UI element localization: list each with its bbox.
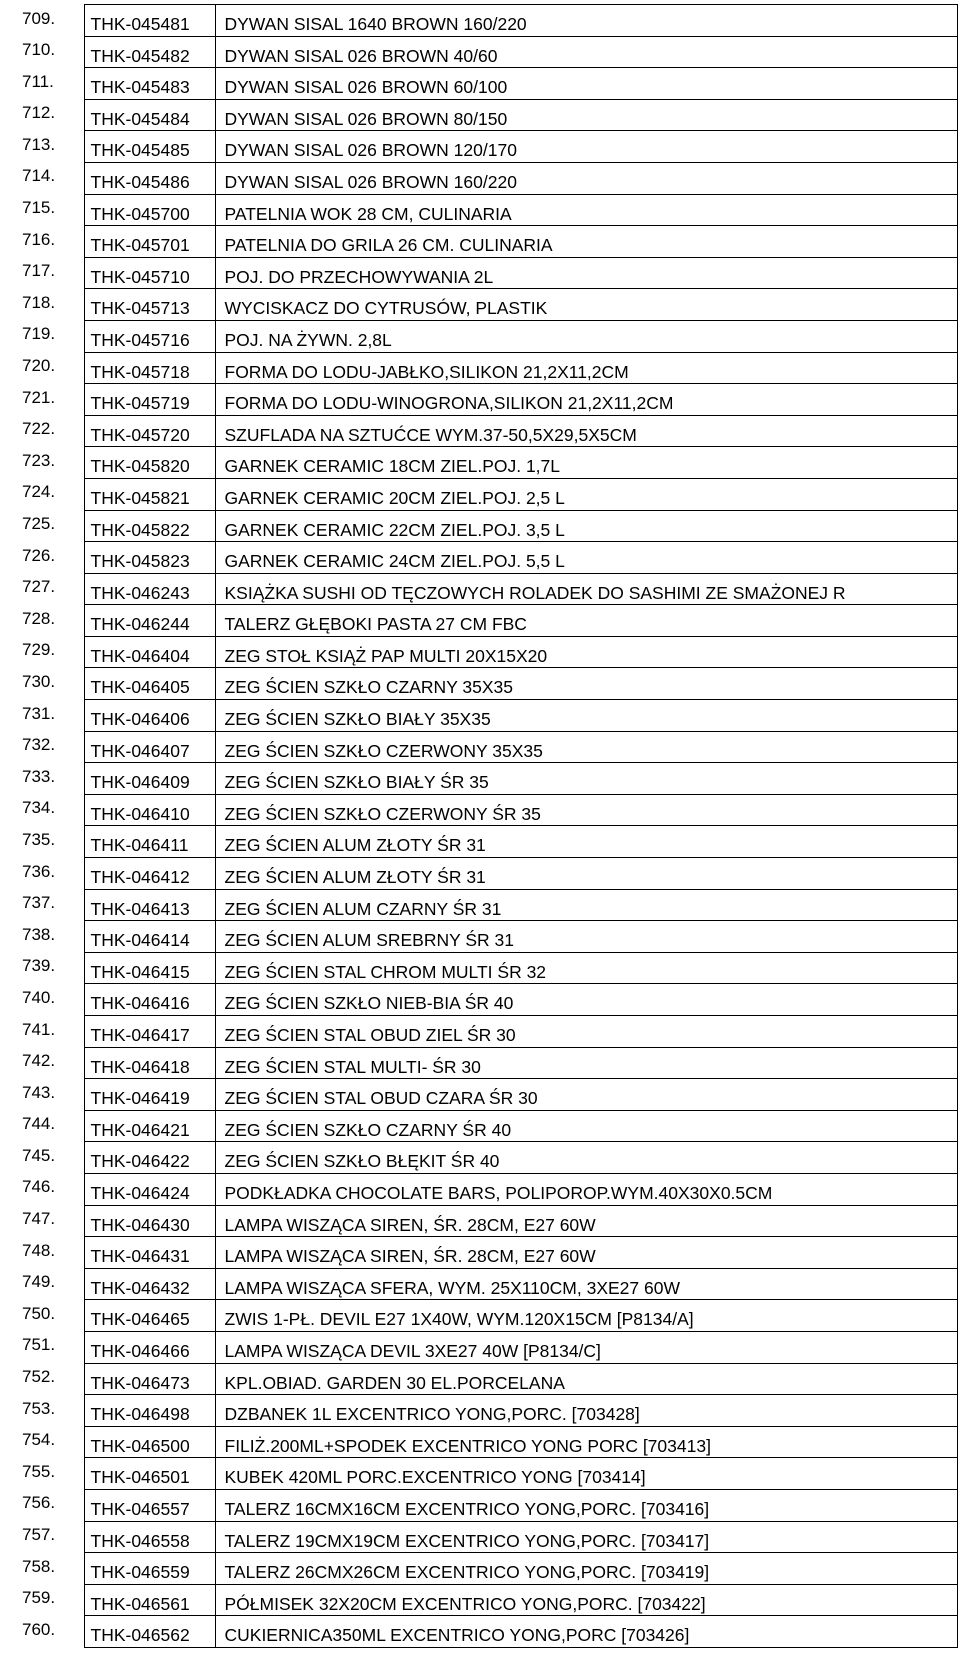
product-name: ZEG ŚCIEN SZKŁO CZERWONY ŚR 35 [215,794,957,826]
product-name: DYWAN SISAL 026 BROWN 160/220 [215,162,957,194]
row-number: 760. [22,1619,56,1639]
product-table-body [22,5,957,1648]
table-row [22,1237,957,1269]
product-name: DYWAN SISAL 026 BROWN 80/150 [215,99,957,131]
product-code: THK-046422 [84,1142,215,1174]
product-code: THK-046418 [84,1047,215,1079]
table-row [22,1047,957,1079]
row-number: 749. [22,1272,56,1292]
table-row [22,194,957,226]
product-code: THK-045485 [84,131,215,163]
product-code: THK-045718 [84,352,215,384]
product-name: KPL.OBIAD. GARDEN 30 EL.PORCELANA [215,1363,957,1395]
product-name: TALERZ 16CMX16CM EXCENTRICO YONG,PORC. [703416] [215,1489,957,1521]
table-row [22,5,957,37]
product-code: THK-045821 [84,478,215,510]
product-code: THK-045483 [84,68,215,100]
row-number: 710. [22,40,56,60]
product-name: PODKŁADKA CHOCOLATE BARS, POLIPOROP.WYM.40X30X0.5CM [215,1173,957,1205]
product-name: DYWAN SISAL 026 BROWN 120/170 [215,131,957,163]
product-code: THK-046411 [84,826,215,858]
row-number: 731. [22,703,56,723]
product-code: THK-046404 [84,636,215,668]
table-row [22,1300,957,1332]
table-row [22,763,957,795]
product-code: THK-045486 [84,162,215,194]
table-row [22,1331,957,1363]
product-name: ZEG ŚCIEN SZKŁO CZARNY 35X35 [215,668,957,700]
product-name: POJ. DO PRZECHOWYWANIA 2L [215,257,957,289]
product-name: DYWAN SISAL 026 BROWN 60/100 [215,68,957,100]
table-row [22,415,957,447]
row-number: 712. [22,103,56,123]
product-name: ZEG ŚCIEN STAL CHROM MULTI ŚR 32 [215,952,957,984]
product-name: DZBANEK 1L EXCENTRICO YONG,PORC. [703428] [215,1395,957,1427]
product-code: THK-046562 [84,1616,215,1648]
product-name: LAMPA WISZĄCA SIREN, ŚR. 28CM, E27 60W [215,1205,957,1237]
product-name: ZEG ŚCIEN SZKŁO CZARNY ŚR 40 [215,1110,957,1142]
product-name: ZEG ŚCIEN ALUM CZARNY ŚR 31 [215,889,957,921]
product-code: THK-046473 [84,1363,215,1395]
product-name: PATELNIA DO GRILA 26 CM. CULINARIA [215,226,957,258]
row-number: 718. [22,292,56,312]
table-row [22,636,957,668]
product-name: GARNEK CERAMIC 22CM ZIEL.POJ. 3,5 L [215,510,957,542]
row-number: 730. [22,671,56,691]
row-number: 713. [22,134,56,154]
row-number: 738. [22,924,56,944]
product-name: FILIŻ.200ML+SPODEK EXCENTRICO YONG PORC [703413] [215,1426,957,1458]
product-code: THK-046501 [84,1458,215,1490]
product-name: LAMPA WISZĄCA SFERA, WYM. 25X110CM, 3XE27 60W [215,1268,957,1300]
product-code: THK-046412 [84,858,215,890]
table-row [22,1016,957,1048]
product-name: KUBEK 420ML PORC.EXCENTRICO YONG [703414] [215,1458,957,1490]
table-row [22,984,957,1016]
row-number: 729. [22,640,56,660]
product-name: DYWAN SISAL 026 BROWN 40/60 [215,36,957,68]
row-number: 758. [22,1556,56,1576]
table-row [22,573,957,605]
row-number: 743. [22,1082,56,1102]
product-code: THK-046415 [84,952,215,984]
row-number: 724. [22,482,56,502]
row-number: 755. [22,1461,56,1481]
row-number: 727. [22,577,56,597]
row-number: 716. [22,229,56,249]
row-number: 721. [22,387,56,407]
product-code: THK-046421 [84,1110,215,1142]
product-code: THK-046424 [84,1173,215,1205]
product-code: THK-045822 [84,510,215,542]
product-name: KSIĄŻKA SUSHI OD TĘCZOWYCH ROLADEK DO SASHIMI ZE SMAŻONEJ R [215,573,957,605]
row-number: 751. [22,1335,56,1355]
table-row [22,478,957,510]
product-name: LAMPA WISZĄCA DEVIL 3XE27 40W [P8134/C] [215,1331,957,1363]
row-number: 732. [22,735,56,755]
row-number: 741. [22,1019,56,1039]
product-code: THK-046419 [84,1079,215,1111]
table-row [22,320,957,352]
table-row [22,1110,957,1142]
row-number: 739. [22,956,56,976]
product-code: THK-046558 [84,1521,215,1553]
product-code: THK-045713 [84,289,215,321]
row-number: 756. [22,1493,56,1513]
product-name: SZUFLADA NA SZTUĆCE WYM.37-50,5X29,5X5CM [215,415,957,447]
row-number: 725. [22,514,56,533]
table-row [22,1458,957,1490]
product-code: THK-046405 [84,668,215,700]
table-row [22,1363,957,1395]
table-row [22,952,957,984]
product-code: THK-046243 [84,573,215,605]
product-name: TALERZ GŁĘBOKI PASTA 27 CM FBC [215,605,957,637]
table-row [22,542,957,574]
table-row [22,99,957,131]
table-row [22,889,957,921]
product-code: THK-045710 [84,257,215,289]
table-row [22,1173,957,1205]
table-row [22,1079,957,1111]
product-code: THK-045820 [84,447,215,479]
product-name: ZEG ŚCIEN SZKŁO CZERWONY 35X35 [215,731,957,763]
product-name: GARNEK CERAMIC 20CM ZIEL.POJ. 2,5 L [215,478,957,510]
product-name: ZEG ŚCIEN ALUM ZŁOTY ŚR 31 [215,826,957,858]
product-code: THK-045482 [84,36,215,68]
product-name: TALERZ 19CMX19CM EXCENTRICO YONG,PORC. [703417] [215,1521,957,1553]
table-row [22,1142,957,1174]
product-code: THK-046430 [84,1205,215,1237]
product-name: ZEG STOŁ KSIĄŻ PAP MULTI 20X15X20 [215,636,957,668]
product-code: THK-046414 [84,921,215,953]
row-number: 750. [22,1303,56,1323]
row-number: 726. [22,545,56,565]
table-row [22,289,957,321]
product-name: DYWAN SISAL 1640 BROWN 160/220 [215,5,957,37]
table-row [22,794,957,826]
product-code: THK-046406 [84,700,215,732]
product-table [22,4,957,1648]
row-number: 735. [22,829,56,849]
product-name: ZEG ŚCIEN SZKŁO BŁĘKIT ŚR 40 [215,1142,957,1174]
product-code: THK-045823 [84,542,215,574]
product-code: THK-045719 [84,384,215,416]
row-number: 753. [22,1398,56,1418]
product-code: THK-046561 [84,1584,215,1616]
row-number: 752. [22,1367,56,1387]
product-code: THK-045484 [84,99,215,131]
table-row [22,858,957,890]
table-row [22,36,957,68]
table-row [22,226,957,258]
table-row [22,1205,957,1237]
product-code: THK-046431 [84,1237,215,1269]
table-row [22,1616,957,1648]
product-code: THK-046417 [84,1016,215,1048]
table-row [22,1426,957,1458]
product-name: ZEG ŚCIEN ALUM ZŁOTY ŚR 31 [215,858,957,890]
row-number: 740. [22,987,56,1007]
product-code: THK-046500 [84,1426,215,1458]
product-name: ZEG ŚCIEN SZKŁO BIAŁY ŚR 35 [215,763,957,795]
row-number: 723. [22,450,56,470]
row-number: 759. [22,1588,56,1608]
product-code: THK-045481 [84,5,215,37]
table-row [22,352,957,384]
row-number: 734. [22,798,56,818]
row-number: 736. [22,861,56,881]
product-code: THK-046410 [84,794,215,826]
product-name: POJ. NA ŻYWN. 2,8L [215,320,957,352]
product-code: THK-046465 [84,1300,215,1332]
product-code: THK-046416 [84,984,215,1016]
table-row [22,1268,957,1300]
product-name: PATELNIA WOK 28 CM, CULINARIA [215,194,957,226]
product-name: ZEG ŚCIEN ALUM SREBRNY ŚR 31 [215,921,957,953]
table-row [22,1489,957,1521]
product-name: ZEG ŚCIEN STAL OBUD ZIEL ŚR 30 [215,1016,957,1048]
table-row [22,921,957,953]
product-name: FORMA DO LODU-WINOGRONA,SILIKON 21,2X11,2CM [215,384,957,416]
table-row [22,447,957,479]
product-name: LAMPA WISZĄCA SIREN, ŚR. 28CM, E27 60W [215,1237,957,1269]
product-code: THK-046409 [84,763,215,795]
product-code: THK-046466 [84,1331,215,1363]
product-name: TALERZ 26CMX26CM EXCENTRICO YONG,PORC. [703419] [215,1553,957,1585]
table-row [22,1553,957,1585]
row-number: 720. [22,356,56,376]
row-number: 717. [22,261,56,281]
row-number: 748. [22,1240,56,1260]
product-list-table [22,4,958,1648]
table-row [22,826,957,858]
product-name: ZEG ŚCIEN SZKŁO NIEB-BIA ŚR 40 [215,984,957,1016]
product-code: THK-046413 [84,889,215,921]
table-row [22,510,957,542]
product-code: THK-045716 [84,320,215,352]
product-name: ZEG ŚCIEN STAL MULTI- ŚR 30 [215,1047,957,1079]
product-name: PÓŁMISEK 32X20CM EXCENTRICO YONG,PORC. [703422] [215,1584,957,1616]
row-number: 715. [22,198,56,218]
row-number: 754. [22,1430,56,1450]
table-row [22,162,957,194]
table-row [22,1521,957,1553]
product-name: CUKIERNICA350ML EXCENTRICO YONG,PORC [703426] [215,1616,957,1648]
product-code: THK-046557 [84,1489,215,1521]
product-name: GARNEK CERAMIC 18CM ZIEL.POJ. 1,7L [215,447,957,479]
product-name: WYCISKACZ DO CYTRUSÓW, PLASTIK [215,289,957,321]
table-row [22,700,957,732]
table-row [22,257,957,289]
product-code: THK-046498 [84,1395,215,1427]
row-number: 746. [22,1177,56,1197]
product-name: ZEG ŚCIEN SZKŁO BIAŁY 35X35 [215,700,957,732]
table-row [22,384,957,416]
table-row [22,131,957,163]
table-row [22,668,957,700]
table-row [22,68,957,100]
row-number: 745. [22,1145,56,1165]
row-number: 709. [22,8,56,28]
product-code: THK-046559 [84,1553,215,1585]
row-number: 744. [22,1114,56,1134]
row-number: 722. [22,419,56,439]
product-code: THK-046407 [84,731,215,763]
row-number: 711. [22,71,54,91]
product-name: GARNEK CERAMIC 24CM ZIEL.POJ. 5,5 L [215,542,957,574]
row-number: 757. [22,1525,56,1544]
product-name: ZEG ŚCIEN STAL OBUD CZARA ŚR 30 [215,1079,957,1111]
row-number: 733. [22,766,56,786]
table-row [22,1395,957,1427]
row-number: 737. [22,893,56,913]
table-row [22,1584,957,1616]
product-name: ZWIS 1-PŁ. DEVIL E27 1X40W, WYM.120X15CM [P8134/A] [215,1300,957,1332]
row-number: 742. [22,1051,56,1071]
product-name: FORMA DO LODU-JABŁKO,SILIKON 21,2X11,2CM [215,352,957,384]
row-number: 747. [22,1209,56,1229]
product-code: THK-046432 [84,1268,215,1300]
row-number: 719. [22,324,56,344]
row-number: 728. [22,608,56,628]
table-row [22,605,957,637]
product-code: THK-045701 [84,226,215,258]
row-number: 714. [22,166,56,186]
product-code: THK-045700 [84,194,215,226]
table-row [22,731,957,763]
product-code: THK-045720 [84,415,215,447]
product-code: THK-046244 [84,605,215,637]
